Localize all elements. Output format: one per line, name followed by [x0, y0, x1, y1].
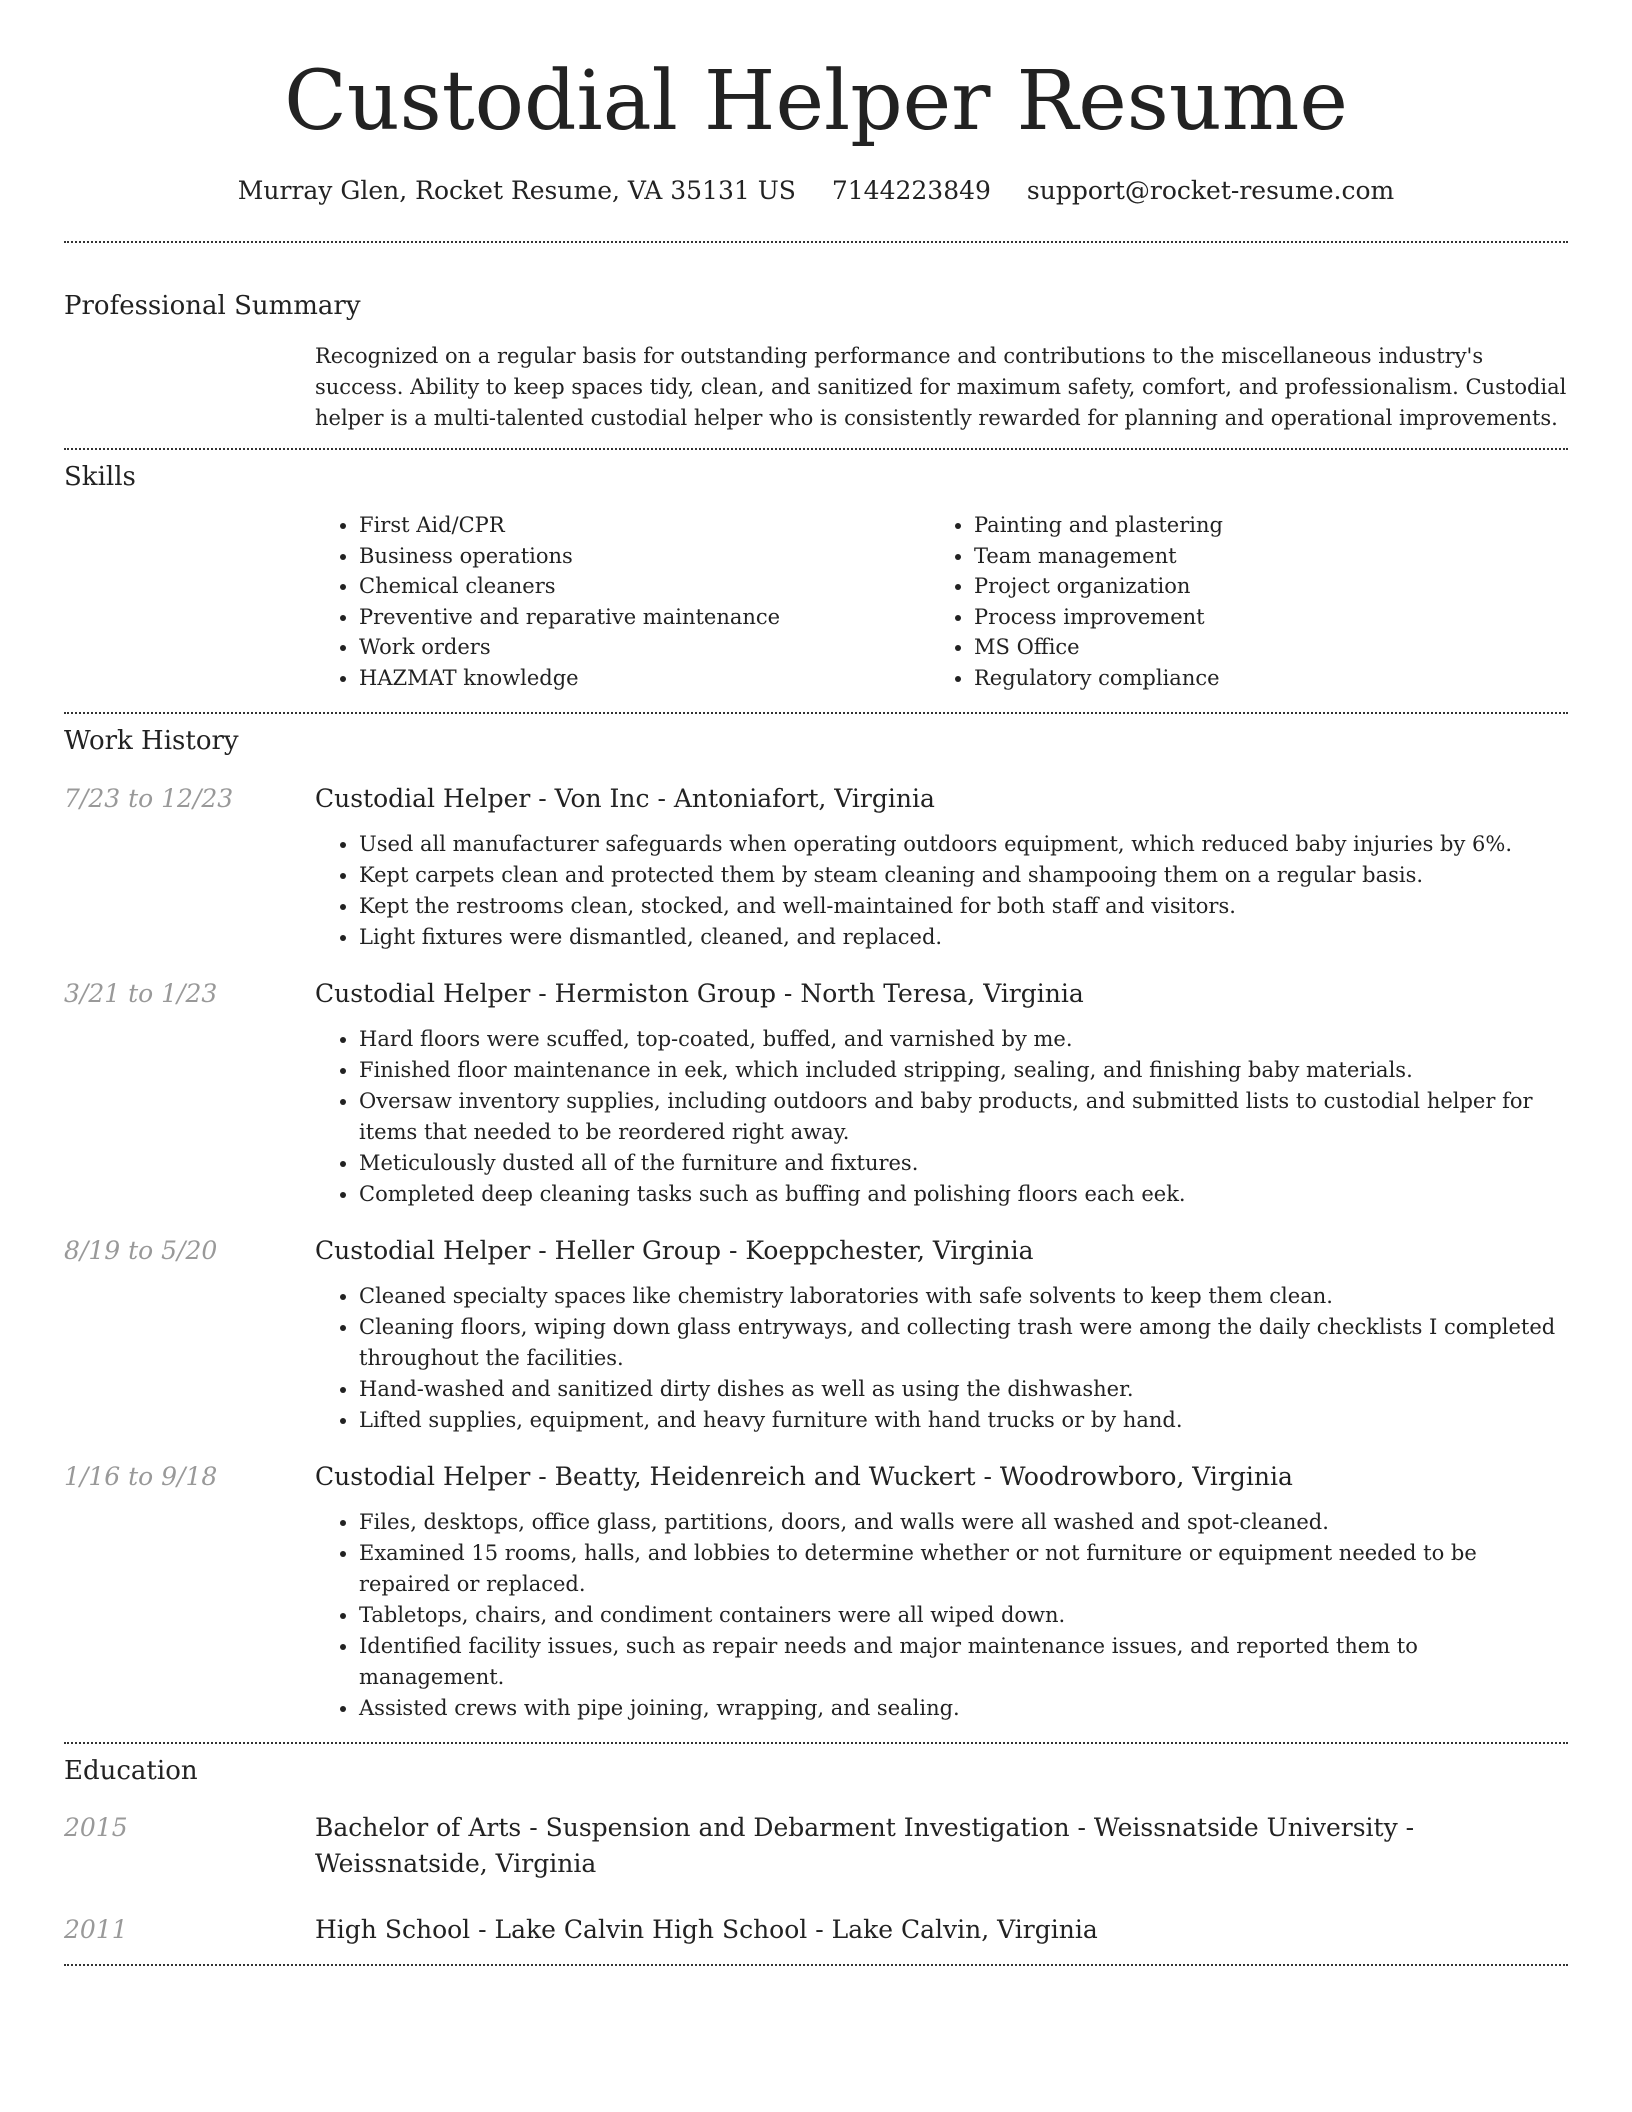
job-title: Custodial Helper - Von Inc - Antoniafort, Virginia: [315, 783, 935, 813]
skill-item: • HAZMAT knowledge: [359, 663, 930, 694]
skill-item: • MS Office: [974, 632, 1545, 663]
skill-item: • First Aid/CPR: [359, 510, 930, 541]
skill-item: • Team management: [974, 541, 1545, 572]
job-title: Custodial Helper - Beatty, Heidenreich and Wuckert - Woodrowboro, Virginia: [315, 1461, 1293, 1491]
job-body: [315, 782, 1568, 953]
contact-address: Murray Glen, Rocket Resume, VA 35131 US: [237, 176, 796, 205]
job-title: Custodial Helper - Heller Group - Koeppchester, Virginia: [315, 1235, 1034, 1265]
skill-item: • Chemical cleaners: [359, 571, 930, 602]
job-bullet: • Files, desktops, office glass, partitions, doors, and walls were all washed and spot-cleaned.: [359, 1507, 1568, 1538]
summary-section: [64, 243, 1568, 448]
education-entry: [64, 1912, 1568, 1948]
job-bullet: • Kept the restrooms clean, stocked, and well-maintained for both staff and visitors.: [359, 891, 1568, 922]
resume-page: [64, 0, 1568, 1966]
job-bullet: • Completed deep cleaning tasks such as buffing and polishing floors each eek.: [359, 1179, 1568, 1210]
skills-heading: Skills: [64, 462, 136, 492]
work-history-section: [64, 714, 1568, 1742]
job-bullet: • Identified facility issues, such as repair needs and major maintenance issues, and reported them to management.: [359, 1631, 1568, 1693]
education-section: [64, 1744, 1568, 1964]
education-date: 2015: [64, 1812, 128, 1842]
contact-email: support@rocket-resume.com: [1026, 176, 1395, 205]
education-title: High School - Lake Calvin High School - Lake Calvin, Virginia: [315, 1914, 1098, 1944]
resume-title: Custodial Helper Resume: [284, 54, 1348, 149]
job-bullet: • Cleaned specialty spaces like chemistry laboratories with safe solvents to keep them clean.: [359, 1281, 1568, 1312]
job-bullet: • Tabletops, chairs, and condiment containers were all wiped down.: [359, 1600, 1568, 1631]
job-bullet: • Finished floor maintenance in eek, which included stripping, sealing, and finishing baby materials.: [359, 1055, 1568, 1086]
job-bullets: [315, 1281, 1568, 1436]
education-title: Bachelor of Arts - Suspension and Debarment Investigation - Weissnatside University - Weissnatside, Virginia: [315, 1812, 1415, 1878]
skill-item: • Project organization: [974, 571, 1545, 602]
skills-right-list: [930, 510, 1545, 694]
skill-item: • Regulatory compliance: [974, 663, 1545, 694]
education-date: 2011: [64, 1914, 128, 1944]
job-entry: [64, 1234, 1568, 1436]
skills-left-list: [315, 510, 930, 694]
job-body: [315, 977, 1568, 1210]
education-heading: Education: [64, 1755, 198, 1786]
job-bullet: • Light fixtures were dismantled, cleaned, and replaced.: [359, 922, 1568, 953]
skill-item: • Process improvement: [974, 602, 1545, 633]
skills-columns: [315, 510, 1568, 712]
divider: [64, 1964, 1568, 1966]
job-date: 1/16 to 9/18: [64, 1461, 218, 1491]
job-bullet: • Hard floors were scuffed, top-coated, buffed, and varnished by me.: [359, 1024, 1568, 1055]
summary-text: Recognized on a regular basis for outstanding performance and contributions to the miscellaneous industry's success. Ability to keep spaces tidy, clean, and sanitized for maximum safety, comfort, and professionalism. Custodial helper is a multi-talented custodial helper who is consistently rewarded for planning and operational improvements.: [315, 344, 1567, 430]
job-bullet: • Oversaw inventory supplies, including outdoors and baby products, and submitted lists to custodial helper for items that needed to be reordered right away.: [359, 1086, 1568, 1148]
job-bullet: • Kept carpets clean and protected them by steam cleaning and shampooing them on a regular basis.: [359, 860, 1568, 891]
job-bullet: • Examined 15 rooms, halls, and lobbies to determine whether or not furniture or equipment needed to be repaired or replaced.: [359, 1538, 1568, 1600]
skill-item: • Preventive and reparative maintenance: [359, 602, 930, 633]
job-entry: [64, 1460, 1568, 1724]
job-bullet: • Assisted crews with pipe joining, wrapping, and sealing.: [359, 1693, 1568, 1724]
skill-item: • Work orders: [359, 632, 930, 663]
job-body: [315, 1460, 1568, 1724]
job-bullets: [315, 1507, 1568, 1724]
job-bullet: • Meticulously dusted all of the furniture and fixtures.: [359, 1148, 1568, 1179]
contact-line: [64, 174, 1568, 208]
job-date: 8/19 to 5/20: [64, 1235, 218, 1265]
skill-item: • Business operations: [359, 541, 930, 572]
job-bullet: • Used all manufacturer safeguards when operating outdoors equipment, which reduced baby injuries by 6%.: [359, 829, 1568, 860]
skill-item: • Painting and plastering: [974, 510, 1545, 541]
job-bullets: [315, 829, 1568, 953]
job-date: 3/21 to 1/23: [64, 978, 218, 1008]
job-bullets: [315, 1024, 1568, 1210]
job-title: Custodial Helper - Hermiston Group - North Teresa, Virginia: [315, 978, 1084, 1008]
job-body: [315, 1234, 1568, 1436]
job-bullet: • Hand-washed and sanitized dirty dishes as well as using the dishwasher.: [359, 1374, 1568, 1405]
education-entry: [64, 1810, 1568, 1882]
job-bullet: • Cleaning floors, wiping down glass entryways, and collecting trash were among the daily checklists I completed throughout the facilities.: [359, 1312, 1568, 1374]
contact-phone: 7144223849: [831, 176, 991, 205]
job-bullet: • Lifted supplies, equipment, and heavy furniture with hand trucks or by hand.: [359, 1405, 1568, 1436]
work-history-heading: Work History: [64, 725, 239, 756]
job-entry: [64, 977, 1568, 1210]
job-entry: [64, 782, 1568, 953]
summary-heading: Professional Summary: [64, 291, 361, 321]
job-date: 7/23 to 12/23: [64, 783, 234, 813]
skills-section: [64, 450, 1568, 712]
